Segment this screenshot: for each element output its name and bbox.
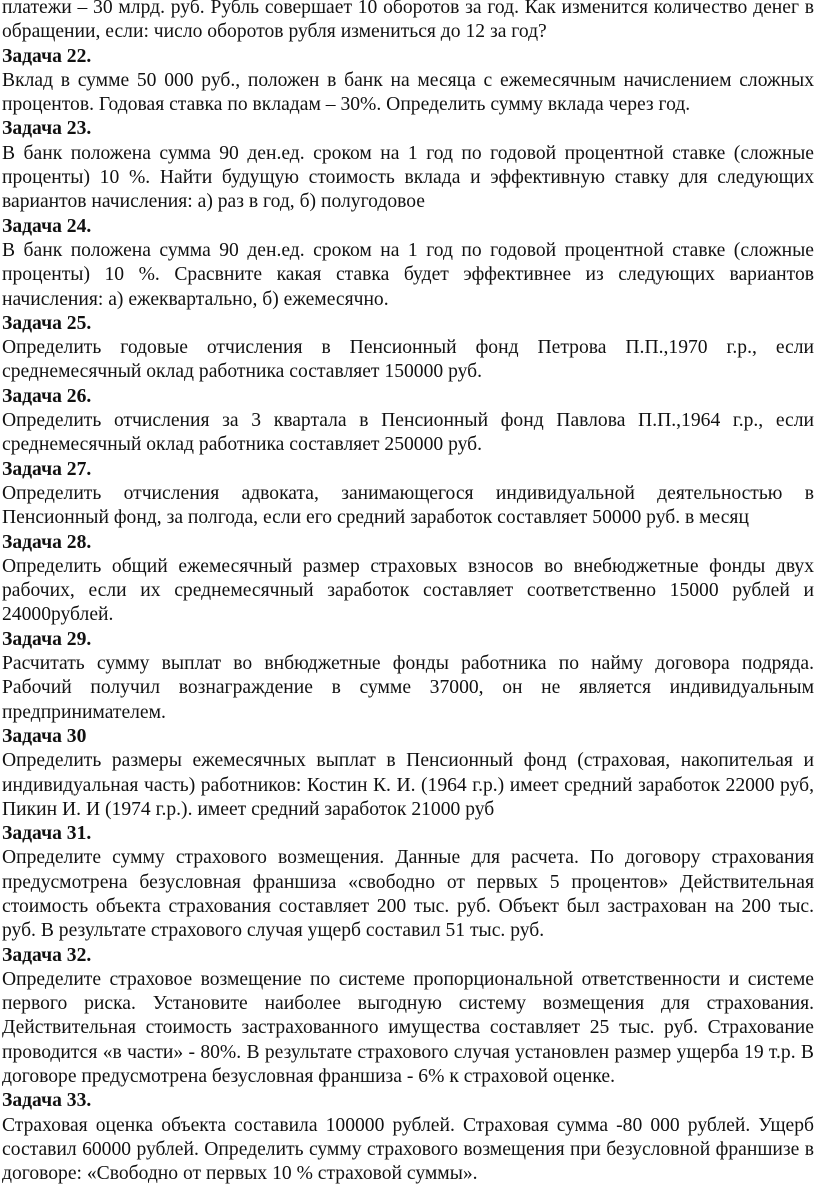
task-heading: Задача 24. bbox=[2, 215, 92, 237]
task-heading: Задача 25. bbox=[2, 312, 92, 334]
task-text: Определить общий ежемесячный размер страховых взносов во внебюджетные фонды двух рабочих, если их среднемесячный заработок составляет соответственно 15000 рублей и 24000рублей. bbox=[2, 555, 814, 626]
task-heading: Задача 22. bbox=[2, 45, 92, 67]
task-text: Определить размеры ежемесячных выплат в Пенсионный фонд (страховая, накопительая и индивидуальная часть) работников: Костин К. И. (1964 г.р.) имеет средний заработок 22000 руб, Пикин И. И (1974 г.р.). имеет средний заработок 21000 руб bbox=[2, 750, 814, 820]
task-heading: Задача 29. bbox=[2, 628, 92, 650]
task-heading: Задача 26. bbox=[2, 385, 92, 407]
task-text: Определить отчисления адвоката, занимающегося индивидуальной деятельностью в Пенсионный фонд, за полгода, если его средний заработок составляет 50000 руб. в месяц bbox=[2, 482, 814, 529]
task-heading: Задача 30 bbox=[2, 725, 87, 747]
task-text: Расчитать сумму выплат во внбюджетные фонды работника по найму договора подряда. Рабочий получил вознаграждение в сумме 37000, он не является индивидуальным предпринимателем. bbox=[2, 653, 814, 723]
task-30 bbox=[2, 725, 814, 822]
task-31 bbox=[2, 822, 814, 943]
task-heading: Задача 33. bbox=[2, 1090, 92, 1112]
task-heading: Задача 27. bbox=[2, 458, 92, 480]
task-text: Страховая оценка объекта составила 100000 рублей. Страховая сумма -80 000 рублей. Ущерб составил 60000 рублей. Определить сумму страхового возмещения при безусловной франшизе в договоре: «Свободно от первых 10 % страховой суммы». bbox=[2, 1114, 814, 1185]
task-24 bbox=[2, 215, 814, 312]
task-29 bbox=[2, 628, 814, 725]
task-22 bbox=[2, 45, 814, 118]
task-33 bbox=[2, 1089, 814, 1186]
task-text: Определите страховое возмещение по системе пропорциональной ответственности и системе первого риска. Установите наиболее выгодную систему возмещения для страхования. Действительная стоимость застрахованного имущества составляет 25 тыс. руб. Страхование проводится «в части» - 80%. В результате страхового случая установлен размер ущерба 19 т.р. В договоре предусмотрена безусловная франшиза - 6% к страховой оценке. bbox=[2, 968, 814, 1088]
task-text: В банк положена сумма 90 ден.ед. сроком на 1 год по годовой процентной ставке (сложные проценты) 10 %. Найти будущую стоимость вклада и эффективную ставку для следующих вариантов начисления: а) раз в год, б) полугодовое bbox=[2, 142, 814, 213]
task-heading: Задача 31. bbox=[2, 823, 92, 845]
task-32 bbox=[2, 944, 814, 1090]
task-23 bbox=[2, 117, 814, 214]
task-28 bbox=[2, 531, 814, 628]
intro-paragraph: платежи – 30 млрд. руб. Рубль совершает 10 оборотов за год. Как изменится количество денег в обращении, если: число оборотов рубля измениться до 12 за год? bbox=[2, 0, 814, 43]
task-27 bbox=[2, 458, 814, 531]
task-heading: Задача 32. bbox=[2, 944, 92, 966]
document-page bbox=[2, 0, 814, 1187]
task-heading: Задача 23. bbox=[2, 118, 92, 140]
task-text: В банк положена сумма 90 ден.ед. сроком на 1 год по годовой процентной ставке (сложные проценты) 10 %. Сраcвните какая ставка будет эффективнее из следующих вариантов начисления: а) ежеквартально, б) ежемесячно. bbox=[2, 239, 814, 310]
task-text: Определите сумму страхового возмещения. Данные для расчета. По договору страхования предусмотрена безусловная франшиза «свободно от первых 5 процентов» Действительная стоимость объекта страхования составляет 200 тыс. руб. Объект был застрахован на 200 тыс. руб. В результате страхового случая ущерб составил 51 тыс. руб. bbox=[2, 847, 814, 942]
task-text: Вклад в сумме 50 000 руб., положен в банк на месяца с ежемесячным начислением сложных процентов. Годовая ставка по вкладам – 30%. Определить сумму вклада через год. bbox=[2, 69, 814, 116]
task-text: Определить годовые отчисления в Пенсионный фонд Петрова П.П.,1970 г.р., если среднемесячный оклад работника составляет 150000 руб. bbox=[2, 337, 814, 383]
task-heading: Задача 28. bbox=[2, 531, 92, 553]
task-text: Определить отчисления за 3 квартала в Пенсионный фонд Павлова П.П.,1964 г.р., если среднемесячный оклад работника составляет 250000 руб. bbox=[2, 410, 814, 456]
task-25 bbox=[2, 312, 814, 385]
task-26 bbox=[2, 385, 814, 458]
